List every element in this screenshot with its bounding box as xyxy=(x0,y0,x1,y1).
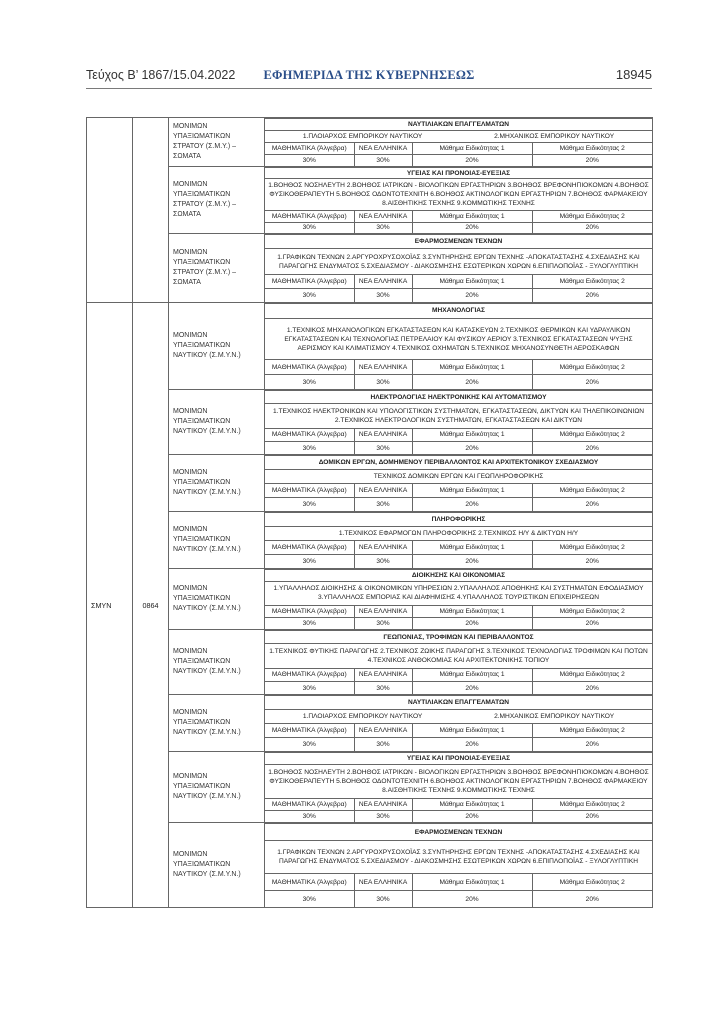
greek-weight: 30% xyxy=(354,375,412,389)
specialty-subject-1: Μάθημα Ειδικότητας 1 xyxy=(412,275,532,289)
specialty-2-weight: 20% xyxy=(532,738,652,751)
subjects-cell xyxy=(265,823,653,908)
specialty-2-weight: 20% xyxy=(532,891,652,907)
greek-subject: ΝΕΑ ΕΛΛΗΝΙΚΑ xyxy=(354,428,412,441)
specialty-subject-2: Μάθημα Ειδικότητας 2 xyxy=(532,360,652,375)
specialty-2-weight: 20% xyxy=(532,155,652,166)
specialty-item: 1.ΤΕΧΝΙΚΟΣ ΕΦΑΡΜΟΓΩΝ ΠΛΗΡΟΦΟΡΙΚΗΣ 2.ΤΕΧΝΙΚΟΣ Η/Υ & ΔΙΚΤΥΩΝ Η/Υ xyxy=(338,530,579,538)
greek-weight: 30% xyxy=(354,222,412,233)
specialty-subject-2: Μάθημα Ειδικότητας 2 xyxy=(532,211,652,222)
greek-subject: ΝΕΑ ΕΛΛΗΝΙΚΑ xyxy=(354,484,412,498)
specialty-group-title: ΥΓΕΙΑΣ ΚΑΙ ΠΡΟΝΟΙΑΣ-ΕΥΕΞΙΑΣ xyxy=(265,168,652,179)
specialty-1-weight: 20% xyxy=(412,222,532,233)
specialties-list xyxy=(265,131,652,143)
math-subject: ΜΑΘΗΜΑΤΙΚΑ (Άλγεβρα) xyxy=(265,360,354,375)
subjects-subtable xyxy=(265,234,652,302)
specialty-2-weight: 20% xyxy=(532,442,652,454)
specialty-item: 1.ΤΕΧΝΙΚΟΣ ΜΗΧΑΝΟΛΟΓΙΚΩΝ ΕΓΚΑΤΑΣΤΑΣΕΩΝ ΚΑΙ ΚΑΤΑΣΚΕΥΩΝ 2.ΤΕΧΝΙΚΟΣ ΘΕΡΜΙΚΩΝ ΚΑΙ ΥΔΡΑΥΛΙΚΩΝ ΕΓΚΑΤΑΣΤΑΣΕΩΝ ΚΑΙ ΤΕΧΝΟΛΟΓΙΑΣ ΠΕΤΡΕΛΑΙΟΥ ΚΑΙ ΦΥΣΙΚΟΥ ΑΕΡΙΟΥ 3.ΤΕΧΝΙΚΟΣ ΕΓΚΑΤΑΣΤΑΣΕΩΝ ΨΥΞΗΣ ΑΕΡΙΣΜΟΥ ΚΑΙ ΚΛΙΜΑΤΙΣΜΟΥ 4.ΤΕΧΝΙΚΟΣ ΟΧΗΜΑΤΩΝ 5.ΤΕΧΝΙΚΟΣ ΜΗΧΑΝΟΣΥΝΘΕΤΗ ΑΕΡΟΣΚΑΦΩΝ xyxy=(284,326,633,352)
specialty-group-title: ΝΑΥΤΙΛΙΑΚΩΝ ΕΠΑΓΓΕΛΜΑΤΩΝ xyxy=(265,119,652,131)
greek-subject: ΝΕΑ ΕΛΛΗΝΙΚΑ xyxy=(354,668,412,681)
specialty-2-weight: 20% xyxy=(532,555,652,568)
category-cell: ΜΟΝΙΜΩΝ ΥΠΑΞΙΩΜΑΤΙΚΩΝ ΝΑΥΤΙΚΟΥ (Σ.Μ.Υ.Ν.) xyxy=(169,390,265,455)
specialty-subject-1: Μάθημα Ειδικότητας 1 xyxy=(412,211,532,222)
specialty-subject-2: Μάθημα Ειδικότητας 2 xyxy=(532,798,652,810)
math-subject: ΜΑΘΗΜΑΤΙΚΑ (Άλγεβρα) xyxy=(265,798,354,810)
specialty-group-title: ΝΑΥΤΙΛΙΑΚΩΝ ΕΠΑΓΓΕΛΜΑΤΩΝ xyxy=(265,696,652,710)
subjects-cell xyxy=(265,630,653,695)
greek-weight: 30% xyxy=(354,617,412,629)
math-weight: 30% xyxy=(265,289,354,302)
specialty-subject-1: Μάθημα Ειδικότητας 1 xyxy=(412,873,532,890)
specialty-group-title: ΕΦΑΡΜΟΣΜΕΝΩΝ ΤΕΧΝΩΝ xyxy=(265,235,652,249)
specialties-list xyxy=(265,404,652,429)
specialty-item: 1.ΤΕΧΝΙΚΟΣ ΦΥΤΙΚΗΣ ΠΑΡΑΓΩΓΗΣ 2.ΤΕΧΝΙΚΟΣ ΖΩΙΚΗΣ ΠΑΡΑΓΩΓΗΣ 3.ΤΕΧΝΙΚΟΣ ΤΕΧΝΟΛΟΓΙΑΣ ΤΡΟΦΙΜΩΝ ΚΑΙ ΠΟΤΩΝ 4.ΤΕΧΝΙΚΟΣ ΑΝΘΟΚΟΜΙΑΣ ΚΑΙ ΑΡΧΙΤΕΚΤΟΝΙΚΗΣ ΤΟΠΙΟΥ xyxy=(269,648,648,665)
category-cell: ΜΟΝΙΜΩΝ ΥΠΑΞΙΩΜΑΤΙΚΩΝ ΣΤΡΑΤΟΥ (Σ.Μ.Υ.) – ΣΩΜΑΤΑ xyxy=(169,118,265,167)
math-weight: 30% xyxy=(265,617,354,629)
specialty-1-weight: 20% xyxy=(412,375,532,389)
specialty-subject-1: Μάθημα Ειδικότητας 1 xyxy=(412,143,532,155)
specialty-subject-2: Μάθημα Ειδικότητας 2 xyxy=(532,275,652,289)
math-subject: ΜΑΘΗΜΑΤΙΚΑ (Άλγεβρα) xyxy=(265,541,354,555)
specialties-list xyxy=(265,318,652,360)
math-weight: 30% xyxy=(265,442,354,454)
greek-subject: ΝΕΑ ΕΛΛΗΝΙΚΑ xyxy=(354,798,412,810)
specialty-group-title: ΔΟΜΙΚΩΝ ΕΡΓΩΝ, ΔΟΜΗΜΕΝΟΥ ΠΕΡΙΒΑΛΛΟΝΤΟΣ ΚΑΙ ΑΡΧΙΤΕΚΤΟΝΙΚΟΥ ΣΧΕΔΙΑΣΜΟΥ xyxy=(265,456,652,470)
subjects-cell xyxy=(265,455,653,512)
specialty-group-title: ΜΗΧΑΝΟΛΟΓΙΑΣ xyxy=(265,304,652,319)
table-row xyxy=(87,118,653,167)
math-weight: 30% xyxy=(265,555,354,568)
gazette-title: ΕΦΗΜΕΡΙΔΑ ΤΗΣ ΚΥΒΕΡΝΗΣΕΩΣ xyxy=(263,68,475,82)
table-row xyxy=(87,390,653,455)
subjects-subtable xyxy=(265,303,652,389)
specialty-1-weight: 20% xyxy=(412,498,532,511)
math-subject: ΜΑΘΗΜΑΤΙΚΑ (Άλγεβρα) xyxy=(265,724,354,738)
specialty-2-weight: 20% xyxy=(532,810,652,822)
specialty-2-weight: 20% xyxy=(532,682,652,694)
greek-weight: 30% xyxy=(354,442,412,454)
specialty-2-weight: 20% xyxy=(532,289,652,302)
subjects-cell xyxy=(265,167,653,234)
subjects-cell xyxy=(265,752,653,823)
specialty-group-title: ΥΓΕΙΑΣ ΚΑΙ ΠΡΟΝΟΙΑΣ-ΕΥΕΞΙΑΣ xyxy=(265,753,652,765)
math-subject: ΜΑΘΗΜΑΤΙΚΑ (Άλγεβρα) xyxy=(265,211,354,222)
greek-weight: 30% xyxy=(354,810,412,822)
specialties-list xyxy=(265,248,652,274)
specialty-1-weight: 20% xyxy=(412,555,532,568)
specialty-group-title: ΠΛΗΡΟΦΟΡΙΚΗΣ xyxy=(265,513,652,527)
specialty-item: 1.ΒΟΗΘΟΣ ΝΟΣΗΛΕΥΤΗ 2.ΒΟΗΘΟΣ ΙΑΤΡΙΚΩΝ - ΒΙΟΛΟΓΙΚΩΝ ΕΡΓΑΣΤΗΡΙΩΝ 3.ΒΟΗΘΟΣ ΒΡΕΦΟΝΗΠΙΟΚΟΜΩΝ 4.ΒΟΗΘΟΣ ΦΥΣΙΚΟΘΕΡΑΠΕΥΤΗ 5.ΒΟΗΘΟΣ ΟΔΟΝΤΟΤΕΧΝΙΤΗ 6.ΒΟΗΘΟΣ ΑΚΤΙΝΟΛΟΓΙΚΩΝ ΕΡΓΑΣΤΗΡΙΩΝ 7.ΒΟΗΘΟΣ ΦΑΡΜΑΚΕΙΟΥ 8.ΑΙΣΘΗΤΙΚΗΣ ΤΕΧΝΗΣ 9.ΚΟΜΜΩΤΙΚΗΣ ΤΕΧΝΗΣ xyxy=(268,768,649,794)
math-weight: 30% xyxy=(265,222,354,233)
specialty-item: ΤΕΧΝΙΚΟΣ ΔΟΜΙΚΩΝ ΕΡΓΩΝ ΚΑΙ ΓΕΩΠΛΗΡΟΦΟΡΙΚΗΣ xyxy=(373,473,544,481)
math-subject: ΜΑΘΗΜΑΤΙΚΑ (Άλγεβρα) xyxy=(265,275,354,289)
specialties-list xyxy=(265,841,652,874)
subjects-subtable xyxy=(265,695,652,751)
math-weight: 30% xyxy=(265,810,354,822)
subjects-subtable xyxy=(265,455,652,511)
sub-code-cell xyxy=(133,118,169,303)
specialty-subject-1: Μάθημα Ειδικότητας 1 xyxy=(412,428,532,441)
specialty-subject-1: Μάθημα Ειδικότητας 1 xyxy=(412,541,532,555)
specialty-item: 2.ΜΗΧΑΝΙΚΟΣ ΕΜΠΟΡΙΚΟΥ ΝΑΥΤΙΚΟΥ xyxy=(494,133,615,141)
specialties-list xyxy=(265,710,652,724)
subjects-cell xyxy=(265,512,653,569)
greek-subject: ΝΕΑ ΕΛΛΗΝΙΚΑ xyxy=(354,143,412,155)
specialties-list xyxy=(265,527,652,541)
category-cell: ΜΟΝΙΜΩΝ ΥΠΑΞΙΩΜΑΤΙΚΩΝ ΝΑΥΤΙΚΟΥ (Σ.Μ.Υ.Ν.) xyxy=(169,823,265,908)
page-number: 18945 xyxy=(615,67,652,82)
table-row xyxy=(87,512,653,569)
specialty-subject-2: Μάθημα Ειδικότητας 2 xyxy=(532,428,652,441)
specialty-subject-1: Μάθημα Ειδικότητας 1 xyxy=(412,668,532,681)
specialty-subject-2: Μάθημα Ειδικότητας 2 xyxy=(532,724,652,738)
header-divider xyxy=(86,88,652,89)
specialty-subject-2: Μάθημα Ειδικότητας 2 xyxy=(532,143,652,155)
table-row xyxy=(87,752,653,823)
specialty-2-weight: 20% xyxy=(532,617,652,629)
greek-weight: 30% xyxy=(354,155,412,166)
subjects-subtable xyxy=(265,569,652,629)
math-subject: ΜΑΘΗΜΑΤΙΚΑ (Άλγεβρα) xyxy=(265,605,354,617)
math-subject: ΜΑΘΗΜΑΤΙΚΑ (Άλγεβρα) xyxy=(265,428,354,441)
greek-weight: 30% xyxy=(354,682,412,694)
group-code-cell xyxy=(87,118,133,303)
specialty-1-weight: 20% xyxy=(412,810,532,822)
specialty-1-weight: 20% xyxy=(412,289,532,302)
subjects-subtable xyxy=(265,630,652,694)
subjects-subtable xyxy=(265,512,652,568)
math-weight: 30% xyxy=(265,738,354,751)
subjects-cell xyxy=(265,390,653,455)
specialty-subject-2: Μάθημα Ειδικότητας 2 xyxy=(532,873,652,890)
table-row xyxy=(87,630,653,695)
greek-subject: ΝΕΑ ΕΛΛΗΝΙΚΑ xyxy=(354,724,412,738)
subjects-cell xyxy=(265,695,653,752)
specialty-group-title: ΓΕΩΠΟΝΙΑΣ, ΤΡΟΦΙΜΩΝ ΚΑΙ ΠΕΡΙΒΑΛΛΟΝΤΟΣ xyxy=(265,631,652,644)
specialty-group-title: ΗΛΕΚΤΡΟΛΟΓΙΑΣ ΗΛΕΚΤΡΟΝΙΚΗΣ ΚΑΙ ΑΥΤΟΜΑΤΙΣΜΟΥ xyxy=(265,391,652,404)
specialty-item: 1.ΤΕΧΝΙΚΟΣ ΗΛΕΚΤΡΟΝΙΚΩΝ ΚΑΙ ΥΠΟΛΟΓΙΣΤΙΚΩΝ ΣΥΣΤΗΜΑΤΩΝ, ΕΓΚΑΤΑΣΤΑΣΕΩΝ, ΔΙΚΤΥΩΝ ΚΑΙ ΤΗΛΕΠΙΚΟΙΝΩΝΙΩΝ 2.ΤΕΧΝΙΚΟΣ ΗΛΕΚΤΡΟΛΟΓΙΚΩΝ ΣΥΣΤΗΜΑΤΩΝ, ΕΓΚΑΤΑΣΤΑΣΕΩΝ ΚΑΙ ΔΙΚΤΥΩΝ xyxy=(272,408,645,425)
math-weight: 30% xyxy=(265,375,354,389)
subjects-subtable xyxy=(265,752,652,822)
math-weight: 30% xyxy=(265,891,354,907)
specialty-subject-1: Μάθημα Ειδικότητας 1 xyxy=(412,484,532,498)
greek-subject: ΝΕΑ ΕΛΛΗΝΙΚΑ xyxy=(354,275,412,289)
math-subject: ΜΑΘΗΜΑΤΙΚΑ (Άλγεβρα) xyxy=(265,668,354,681)
greek-weight: 30% xyxy=(354,891,412,907)
table-row xyxy=(87,823,653,908)
subjects-cell xyxy=(265,234,653,303)
greek-subject: ΝΕΑ ΕΛΛΗΝΙΚΑ xyxy=(354,605,412,617)
category-cell: ΜΟΝΙΜΩΝ ΥΠΑΞΙΩΜΑΤΙΚΩΝ ΝΑΥΤΙΚΟΥ (Σ.Μ.Υ.Ν.) xyxy=(169,303,265,390)
math-subject: ΜΑΘΗΜΑΤΙΚΑ (Άλγεβρα) xyxy=(265,484,354,498)
greek-subject: ΝΕΑ ΕΛΛΗΝΙΚΑ xyxy=(354,211,412,222)
specialty-item: 1.ΠΛΟΙΑΡΧΟΣ ΕΜΠΟΡΙΚΟΥ ΝΑΥΤΙΚΟΥ xyxy=(302,133,423,141)
greek-weight: 30% xyxy=(354,738,412,751)
category-cell: ΜΟΝΙΜΩΝ ΥΠΑΞΙΩΜΑΤΙΚΩΝ ΝΑΥΤΙΚΟΥ (Σ.Μ.Υ.Ν.) xyxy=(169,695,265,752)
specialty-subject-1: Μάθημα Ειδικότητας 1 xyxy=(412,605,532,617)
category-cell: ΜΟΝΙΜΩΝ ΥΠΑΞΙΩΜΑΤΙΚΩΝ ΝΑΥΤΙΚΟΥ (Σ.Μ.Υ.Ν.) xyxy=(169,630,265,695)
subjects-subtable xyxy=(265,823,652,907)
specialty-subject-2: Μάθημα Ειδικότητας 2 xyxy=(532,668,652,681)
specialties-list xyxy=(265,582,652,605)
specialty-subject-2: Μάθημα Ειδικότητας 2 xyxy=(532,605,652,617)
issue-number: Τεύχος Β’ 1867/15.04.2022 xyxy=(86,68,236,82)
sub-code-cell: 0864 xyxy=(133,303,169,908)
math-weight: 30% xyxy=(265,498,354,511)
table-row xyxy=(87,695,653,752)
subjects-subtable xyxy=(265,390,652,454)
specialties-table xyxy=(86,117,653,908)
specialty-1-weight: 20% xyxy=(412,617,532,629)
specialty-1-weight: 20% xyxy=(412,738,532,751)
specialties-list xyxy=(265,179,652,211)
greek-weight: 30% xyxy=(354,555,412,568)
specialty-subject-1: Μάθημα Ειδικότητας 1 xyxy=(412,798,532,810)
specialty-2-weight: 20% xyxy=(532,498,652,511)
subjects-cell xyxy=(265,118,653,167)
specialty-1-weight: 20% xyxy=(412,891,532,907)
specialty-item: 1.ΓΡΑΦΙΚΩΝ ΤΕΧΝΩΝ 2.ΑΡΓΥΡΟΧΡΥΣΟΧΟΪΑΣ 3.ΣΥΝΤΗΡΗΣΗΣ ΕΡΓΩΝ ΤΕΧΝΗΣ -ΑΠΟΚΑΤΑΣΤΑΣΗΣ 4.ΣΧΕΔΙΑΣΗΣ ΚΑΙ ΠΑΡΑΓΩΓΗΣ ΕΝΔΥΜΑΤΟΣ 5.ΣΧΕΔΙΑΣΜΟΥ - ΔΙΑΚΟΣΜΗΣΗΣ ΕΣΩΤΕΡΙΚΩΝ ΧΩΡΩΝ 6.ΕΠΙΠΛΟΠΟΪΑΣ - ΞΥΛΟΓΛΥΠΤΙΚΗ xyxy=(277,253,640,270)
specialty-2-weight: 20% xyxy=(532,375,652,389)
specialty-item: 1.ΓΡΑΦΙΚΩΝ ΤΕΧΝΩΝ 2.ΑΡΓΥΡΟΧΡΥΣΟΧΟΪΑΣ 3.ΣΥΝΤΗΡΗΣΗΣ ΕΡΓΩΝ ΤΕΧΝΗΣ -ΑΠΟΚΑΤΑΣΤΑΣΗΣ 4.ΣΧΕΔΙΑΣΗΣ ΚΑΙ ΠΑΡΑΓΩΓΗΣ ΕΝΔΥΜΑΤΟΣ 5.ΣΧΕΔΙΑΣΜΟΥ - ΔΙΑΚΟΣΜΗΣΗΣ ΕΣΩΤΕΡΙΚΩΝ ΧΩΡΩΝ 6.ΕΠΙΠΛΟΠΟΪΑΣ - ΞΥΛΟΓΛΥΠΤΙΚΗ xyxy=(277,849,640,866)
greek-weight: 30% xyxy=(354,498,412,511)
specialties-list xyxy=(265,470,652,484)
specialty-group-title: ΔΙΟΙΚΗΣΗΣ ΚΑΙ ΟΙΚΟΝΟΜΙΑΣ xyxy=(265,570,652,582)
math-weight: 30% xyxy=(265,155,354,166)
specialty-item: 1.ΥΠΑΛΛΗΛΟΣ ΔΙΟΙΚΗΣΗΣ & ΟΙΚΟΝΟΜΙΚΩΝ ΥΠΗΡΕΣΙΩΝ 2.ΥΠΑΛΛΗΛΟΣ ΑΠΟΘΗΚΗΣ ΚΑΙ ΣΥΣΤΗΜΑΤΩΝ ΕΦΟΔΙΑΣΜΟΥ 3.ΥΠΑΛΛΗΛΟΣ ΕΜΠΟΡΙΑΣ ΚΑΙ ΔΙΑΦΗΜΙΣΗΣ 4.ΥΠΑΛΛΗΛΟΣ ΤΟΥΡΙΣΤΙΚΩΝ ΕΠΙΧΕΙΡΗΣΕΩΝ xyxy=(273,585,644,602)
table-row xyxy=(87,234,653,303)
table-row xyxy=(87,303,653,390)
specialty-1-weight: 20% xyxy=(412,155,532,166)
table-row xyxy=(87,569,653,630)
category-cell: ΜΟΝΙΜΩΝ ΥΠΑΞΙΩΜΑΤΙΚΩΝ ΣΤΡΑΤΟΥ (Σ.Μ.Υ.) – ΣΩΜΑΤΑ xyxy=(169,167,265,234)
math-subject: ΜΑΘΗΜΑΤΙΚΑ (Άλγεβρα) xyxy=(265,873,354,890)
specialty-2-weight: 20% xyxy=(532,222,652,233)
specialty-1-weight: 20% xyxy=(412,682,532,694)
specialty-item: 1.ΠΛΟΙΑΡΧΟΣ ΕΜΠΟΡΙΚΟΥ ΝΑΥΤΙΚΟΥ xyxy=(302,713,423,721)
specialty-subject-1: Μάθημα Ειδικότητας 1 xyxy=(412,724,532,738)
specialties-list xyxy=(265,765,652,799)
math-subject: ΜΑΘΗΜΑΤΙΚΑ (Άλγεβρα) xyxy=(265,143,354,155)
specialty-item: 1.ΒΟΗΘΟΣ ΝΟΣΗΛΕΥΤΗ 2.ΒΟΗΘΟΣ ΙΑΤΡΙΚΩΝ - ΒΙΟΛΟΓΙΚΩΝ ΕΡΓΑΣΤΗΡΙΩΝ 3.ΒΟΗΘΟΣ ΒΡΕΦΟΝΗΠΙΟΚΟΜΩΝ 4.ΒΟΗΘΟΣ ΦΥΣΙΚΟΘΕΡΑΠΕΥΤΗ 5.ΒΟΗΘΟΣ ΟΔΟΝΤΟΤΕΧΝΙΤΗ 6.ΒΟΗΘΟΣ ΑΚΤΙΝΟΛΟΓΙΚΩΝ ΕΡΓΑΣΤΗΡΙΩΝ 7.ΒΟΗΘΟΣ ΦΑΡΜΑΚΕΙΟΥ 8.ΑΙΣΘΗΤΙΚΗΣ ΤΕΧΝΗΣ 9.ΚΟΜΜΩΤΙΚΗΣ ΤΕΧΝΗΣ xyxy=(268,182,649,208)
subjects-subtable xyxy=(265,167,652,233)
group-code-cell: ΣΜΥΝ xyxy=(87,303,133,908)
table-row xyxy=(87,455,653,512)
subjects-cell xyxy=(265,569,653,630)
category-cell: ΜΟΝΙΜΩΝ ΥΠΑΞΙΩΜΑΤΙΚΩΝ ΝΑΥΤΙΚΟΥ (Σ.Μ.Υ.Ν.) xyxy=(169,752,265,823)
greek-subject: ΝΕΑ ΕΛΛΗΝΙΚΑ xyxy=(354,541,412,555)
table-row xyxy=(87,167,653,234)
specialty-1-weight: 20% xyxy=(412,442,532,454)
subjects-cell xyxy=(265,303,653,390)
math-weight: 30% xyxy=(265,682,354,694)
category-cell: ΜΟΝΙΜΩΝ ΥΠΑΞΙΩΜΑΤΙΚΩΝ ΝΑΥΤΙΚΟΥ (Σ.Μ.Υ.Ν.) xyxy=(169,569,265,630)
category-cell: ΜΟΝΙΜΩΝ ΥΠΑΞΙΩΜΑΤΙΚΩΝ ΣΤΡΑΤΟΥ (Σ.Μ.Υ.) – ΣΩΜΑΤΑ xyxy=(169,234,265,303)
specialties-list xyxy=(265,644,652,669)
greek-weight: 30% xyxy=(354,289,412,302)
specialty-subject-2: Μάθημα Ειδικότητας 2 xyxy=(532,541,652,555)
category-cell: ΜΟΝΙΜΩΝ ΥΠΑΞΙΩΜΑΤΙΚΩΝ ΝΑΥΤΙΚΟΥ (Σ.Μ.Υ.Ν.) xyxy=(169,512,265,569)
page-header xyxy=(86,66,652,86)
specialty-subject-2: Μάθημα Ειδικότητας 2 xyxy=(532,484,652,498)
greek-subject: ΝΕΑ ΕΛΛΗΝΙΚΑ xyxy=(354,360,412,375)
specialty-item: 2.ΜΗΧΑΝΙΚΟΣ ΕΜΠΟΡΙΚΟΥ ΝΑΥΤΙΚΟΥ xyxy=(494,713,615,721)
greek-subject: ΝΕΑ ΕΛΛΗΝΙΚΑ xyxy=(354,873,412,890)
category-cell: ΜΟΝΙΜΩΝ ΥΠΑΞΙΩΜΑΤΙΚΩΝ ΝΑΥΤΙΚΟΥ (Σ.Μ.Υ.Ν.) xyxy=(169,455,265,512)
specialty-subject-1: Μάθημα Ειδικότητας 1 xyxy=(412,360,532,375)
specialty-group-title: ΕΦΑΡΜΟΣΜΕΝΩΝ ΤΕΧΝΩΝ xyxy=(265,824,652,841)
subjects-subtable xyxy=(265,118,652,166)
